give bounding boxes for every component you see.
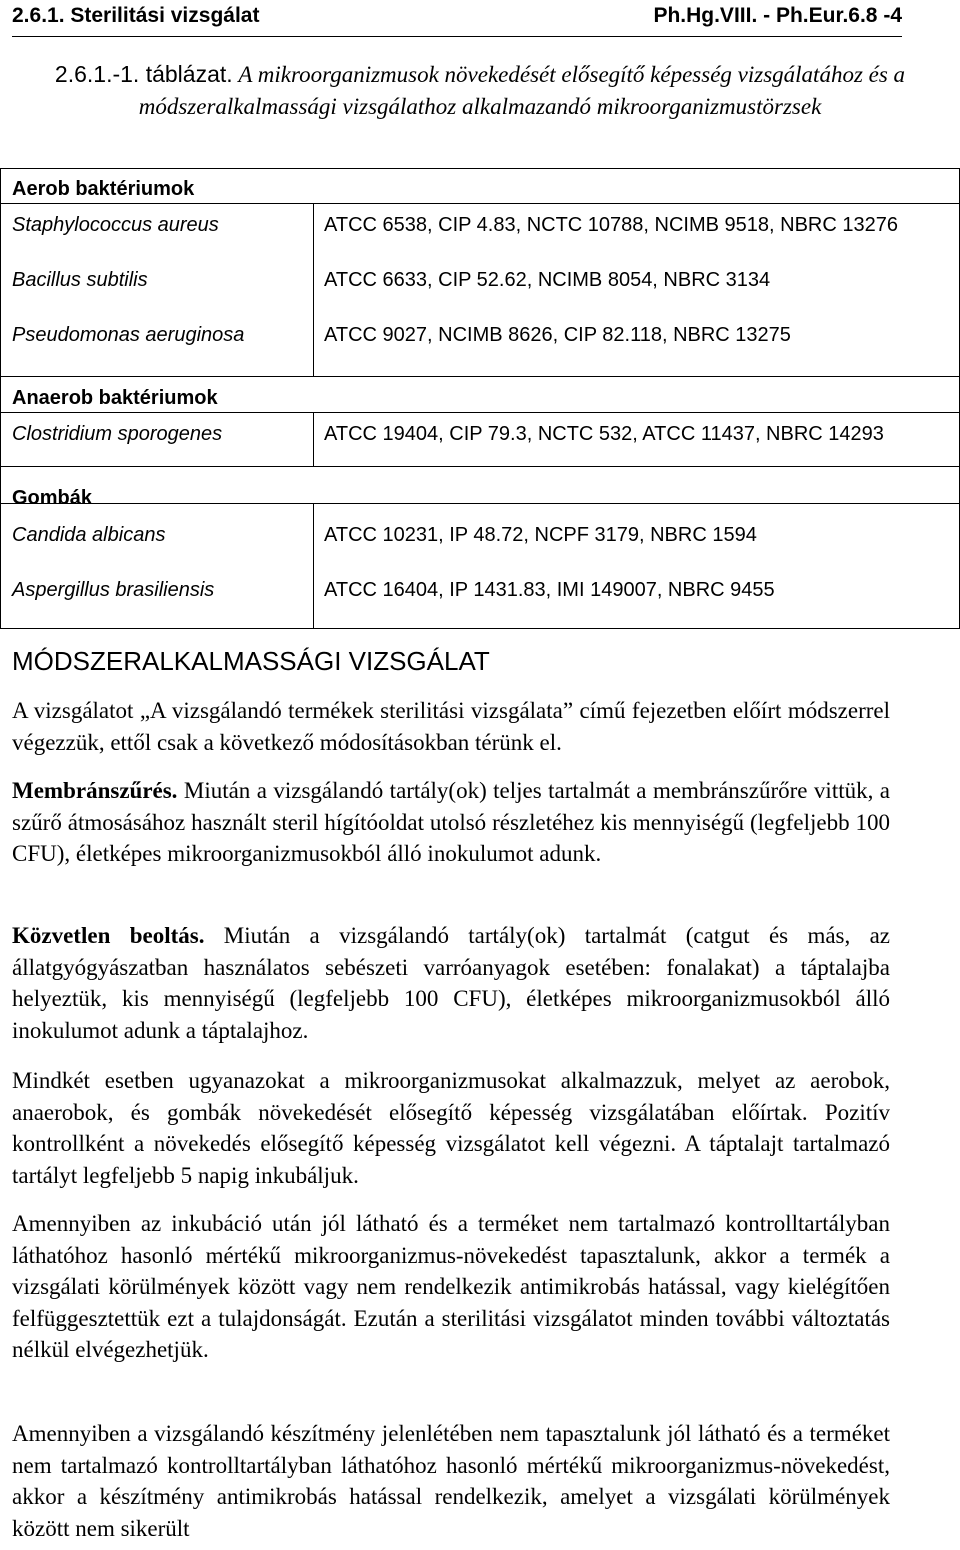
pharmacopoeia-reference: Ph.Hg.VIII. - Ph.Eur.6.8 -4 — [653, 4, 902, 27]
strain-list: ATCC 6633, CIP 52.62, NCIMB 8054, NBRC 3134 — [324, 269, 771, 291]
term-direct-inoculation: Közvetlen beoltás. — [12, 923, 205, 948]
growth-visible-paragraph: Amennyiben az inkubáció után jól látható és a terméket nem tartalmazó kontrolltartályban láthatóhoz hasonló mértékű mikroorganizmus-növekedést tapasztalunk, akkor a termék a vizsgálati körülmények között vagy nem rendelkezik antimikrobás hatással, vagy kielégítően felfüggesztettük ezt a tulajdonságát. Ezután a sterilitási vizsgálatot minden további változtatás nélkül elvégezhetjük. — [12, 1211, 890, 1362]
direct-inoculation-text: Miután a vizsgálandó tartály(ok) tartalmát (catgut és más, az állatgyógyászatban használatos sebészeti varróanyagok esetében: fonalakat) a táptalajba helyeztük, kis mennyiségű (legfeljebb 100 CFU), életképes mikroorganizmusokból álló inokulumot adunk a táptalajhoz. — [12, 923, 890, 1043]
strain-list: ATCC 19404, CIP 79.3, NCTC 532, ATCC 11437, NBRC 14293 — [324, 423, 884, 445]
intro-paragraph: A vizsgálatot „A vizsgálandó termékek sterilitási vizsgálata” című fejezetben előírt módszerrel végezzük, ettől csak a következő módosításokban térünk el. — [12, 698, 890, 755]
table-title: A mikroorganizmusok növekedését elősegítő képesség vizsgálatához és a módszeralkalmassági vizsgálathoz alkalmazandó mikroorganizmustörzsek — [138, 62, 906, 119]
organism-name: Staphylococcus aureus — [12, 214, 219, 236]
strain-list: ATCC 10231, IP 48.72, NCPF 3179, NBRC 1594 — [324, 524, 757, 546]
row-divider — [1, 376, 959, 377]
section-title: MÓDSZERALKALMASSÁGI VIZSGÁLAT — [12, 646, 490, 676]
strain-list: ATCC 6538, CIP 4.83, NCTC 10788, NCIMB 9518, NBRC 13276 — [324, 214, 898, 236]
term-membrane-filtration: Membránszűrés. — [12, 778, 178, 803]
organism-name: Pseudomonas aeruginosa — [12, 324, 245, 346]
section-heading: 2.6.1. Sterilitási vizsgálat — [12, 4, 260, 27]
table-caption — [40, 58, 920, 123]
organism-name: Clostridium sporogenes — [12, 423, 223, 445]
column-divider — [313, 503, 314, 629]
organism-name: Candida albicans — [12, 524, 166, 546]
row-divider — [1, 203, 959, 204]
group-heading-fungi: Gombák — [12, 487, 93, 509]
row-divider — [1, 503, 959, 504]
direct-inoculation-paragraph — [12, 920, 890, 1046]
row-divider — [1, 412, 959, 413]
both-cases-paragraph: Mindkét esetben ugyanazokat a mikroorganizmusokat alkalmazzuk, melyet az aerobok, anaerobok, és gombák növekedését elősegítő képesség vizsgálatában előírtak. Pozitív kontrollként a növekedés elősegítő képesség vizsgálatot kell végezni. A táptalajt tartalmazó tartályt legfeljebb 5 napig inkubáljuk. — [12, 1068, 890, 1188]
row-divider — [1, 466, 959, 467]
table-label: 2.6.1.-1. táblázat. — [54, 61, 233, 87]
strain-list: ATCC 16404, IP 1431.83, IMI 149007, NBRC 9455 — [324, 579, 775, 601]
growth-absent-paragraph: Amennyiben a vizsgálandó készítmény jelenlétében nem tapasztalunk jól látható és a terméket nem tartalmazó kontrolltartályban láthatóhoz hasonló mértékű mikroorganizmus-növekedést, akkor a készítmény antimikrobás hatással rendelkezik, amelyet a vizsgálati körülmények között nem sikerült — [12, 1421, 890, 1541]
column-divider — [313, 412, 314, 466]
membrane-filtration-paragraph — [12, 775, 890, 870]
organism-name: Aspergillus brasiliensis — [12, 579, 215, 601]
membrane-filtration-text: Miután a vizsgálandó tartály(ok) teljes tartalmát a membránszűrőre vittük, a szűrő átmosásához használt steril hígítóoldat utolsó részletéhez kis mennyiségű (legfeljebb 100 CFU), életképes mikroorganizmusokból álló inokulumot adunk. — [12, 778, 890, 866]
organism-name: Bacillus subtilis — [12, 269, 148, 291]
group-heading-aerobic: Aerob baktériumok — [12, 178, 195, 200]
strain-list: ATCC 9027, NCIMB 8626, CIP 82.118, NBRC 13275 — [324, 324, 791, 346]
page-header — [12, 0, 902, 37]
column-divider — [313, 203, 314, 376]
microorganism-table — [0, 168, 960, 629]
group-heading-anaerobic: Anaerob baktériumok — [12, 387, 218, 409]
